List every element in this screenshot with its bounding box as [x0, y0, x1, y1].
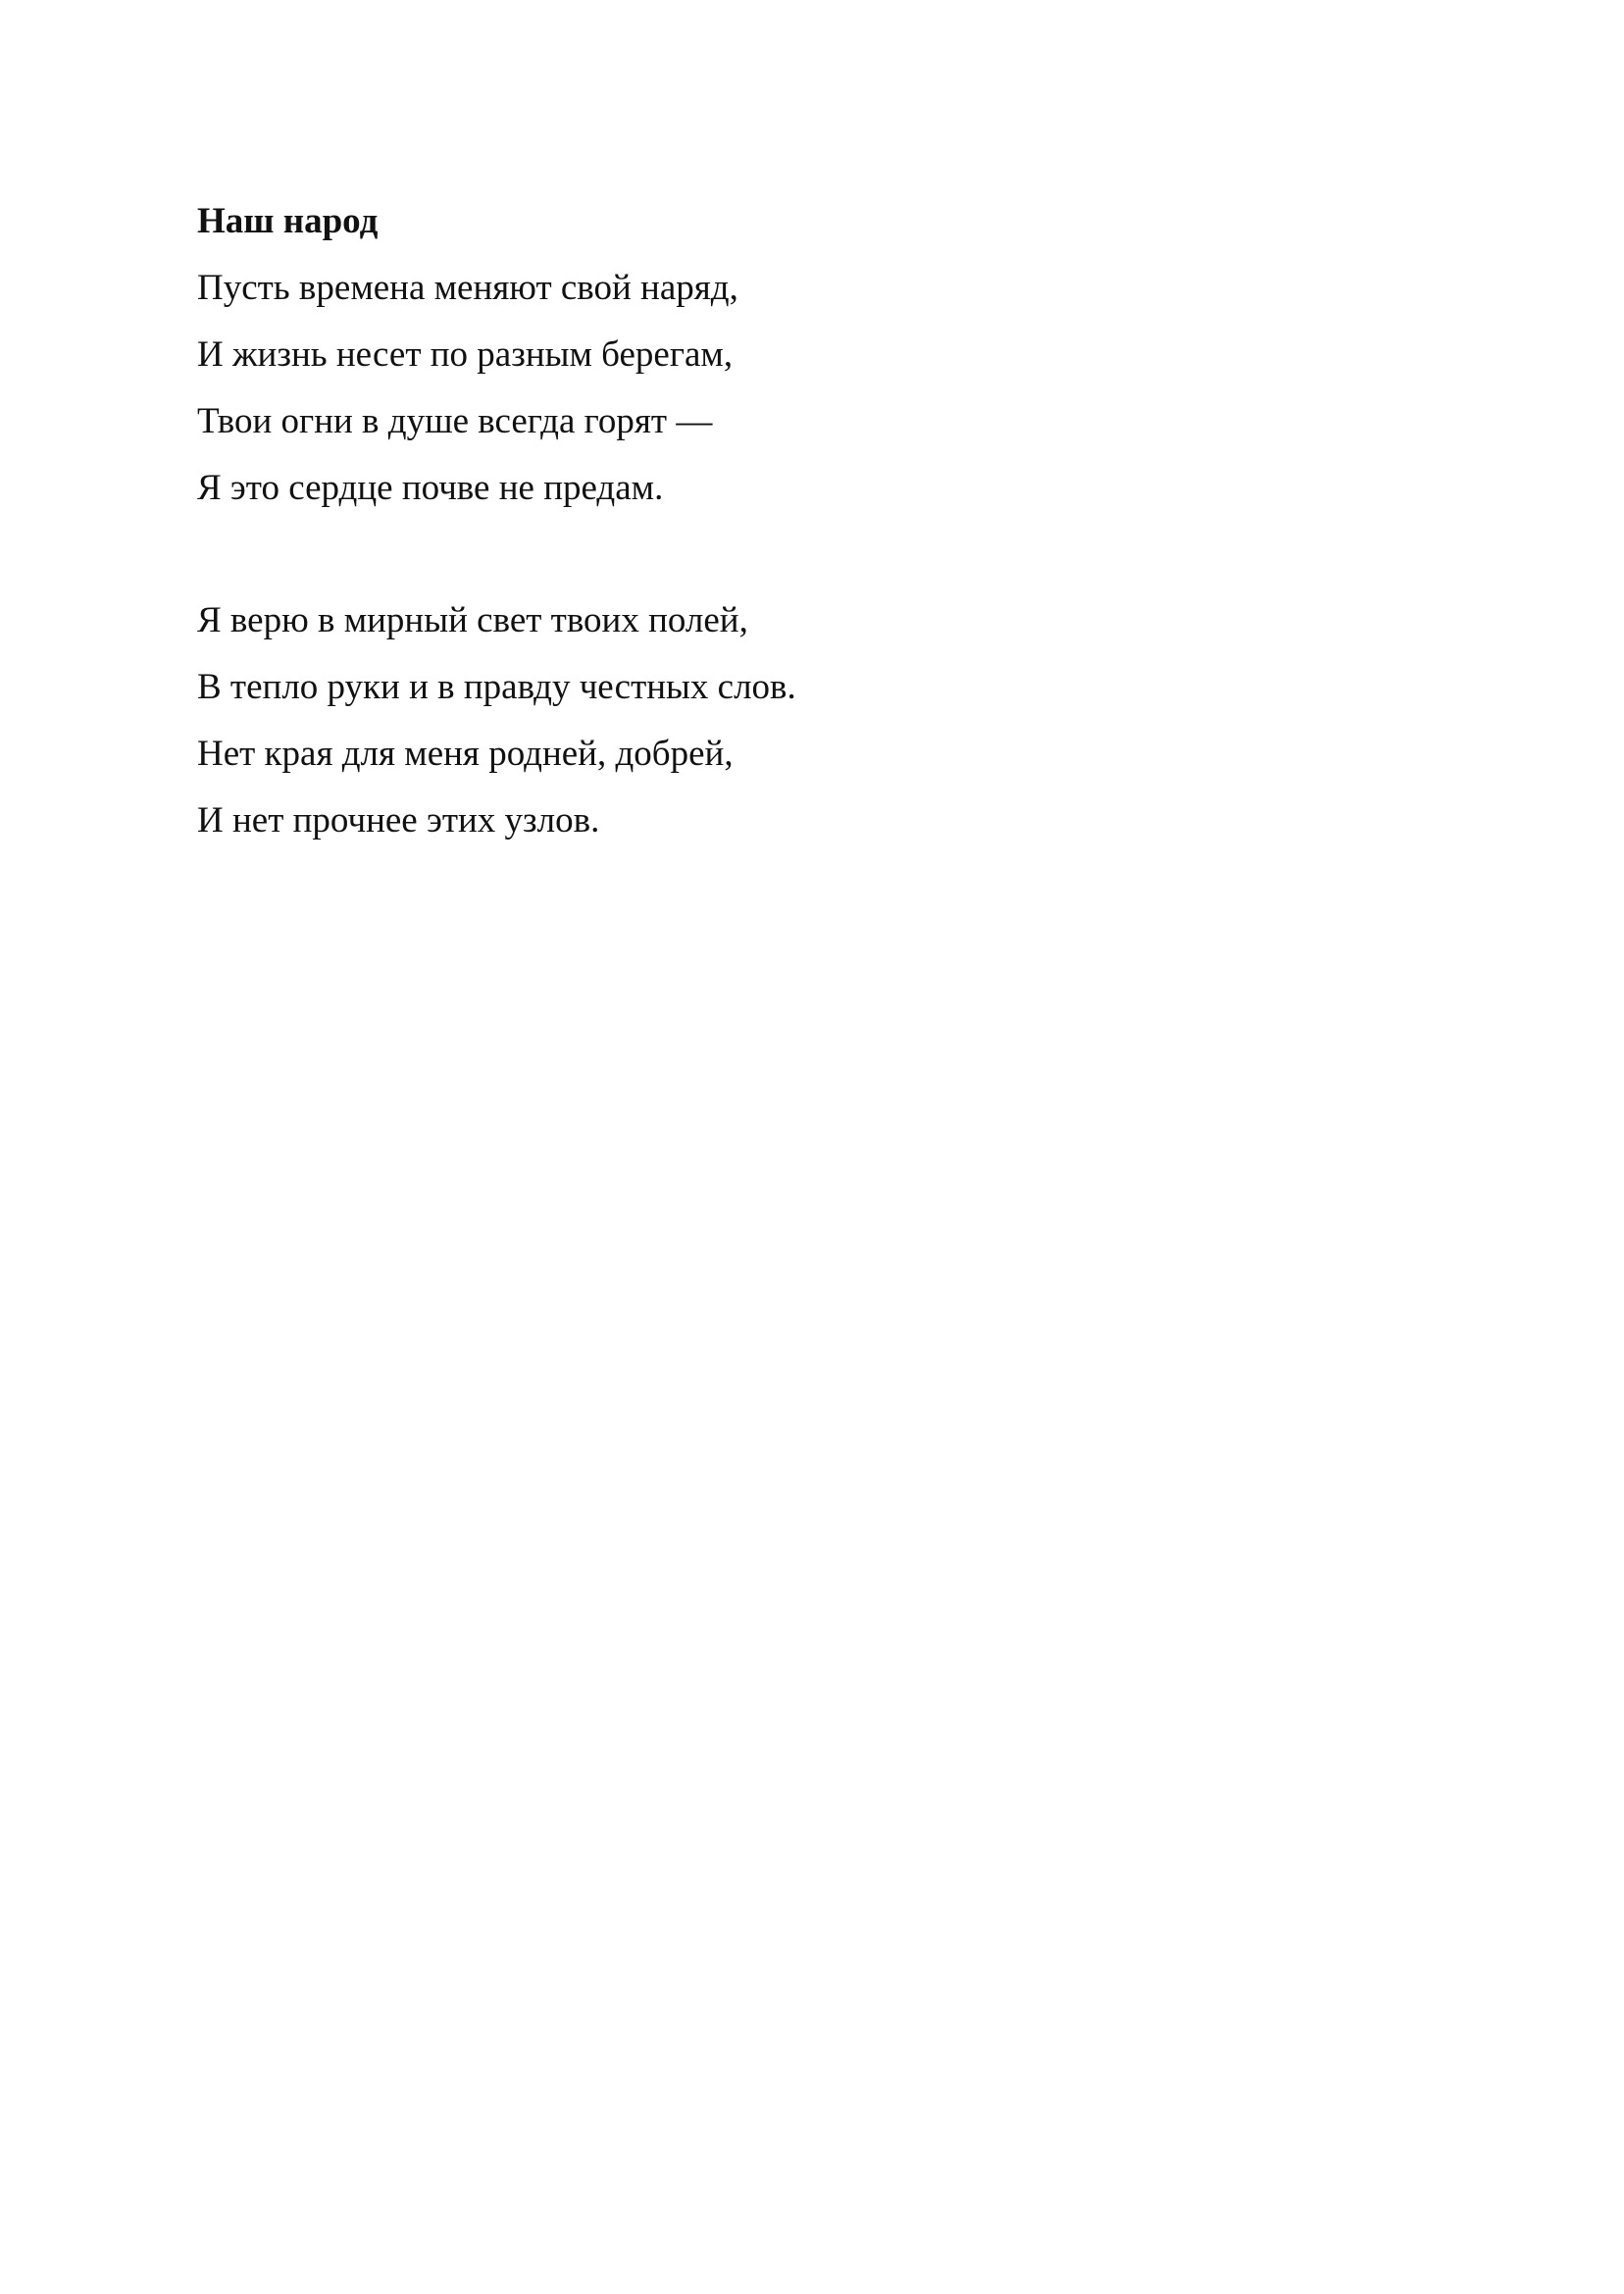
stanza-2: [197, 591, 1423, 858]
poem-line: Нет края для меня родней, добрей,: [197, 734, 734, 774]
poem-line: Твои огни в душе всегда горят —: [197, 401, 713, 441]
poem: [197, 192, 1423, 858]
poem-line: И нет прочнее этих узлов.: [197, 800, 600, 841]
stanza-1: [197, 259, 1423, 526]
poem-title: Наш народ: [197, 201, 379, 241]
poem-line: Пусть времена меняют свой наряд,: [197, 268, 738, 308]
poem-line: И жизнь несет по разным берегам,: [197, 334, 734, 375]
poem-line: Я верю в мирный свет твоих полей,: [197, 600, 748, 640]
poem-line: Я это сердце почве не предам.: [197, 468, 664, 508]
poem-line: В тепло руки и в правду честных слов.: [197, 667, 796, 707]
